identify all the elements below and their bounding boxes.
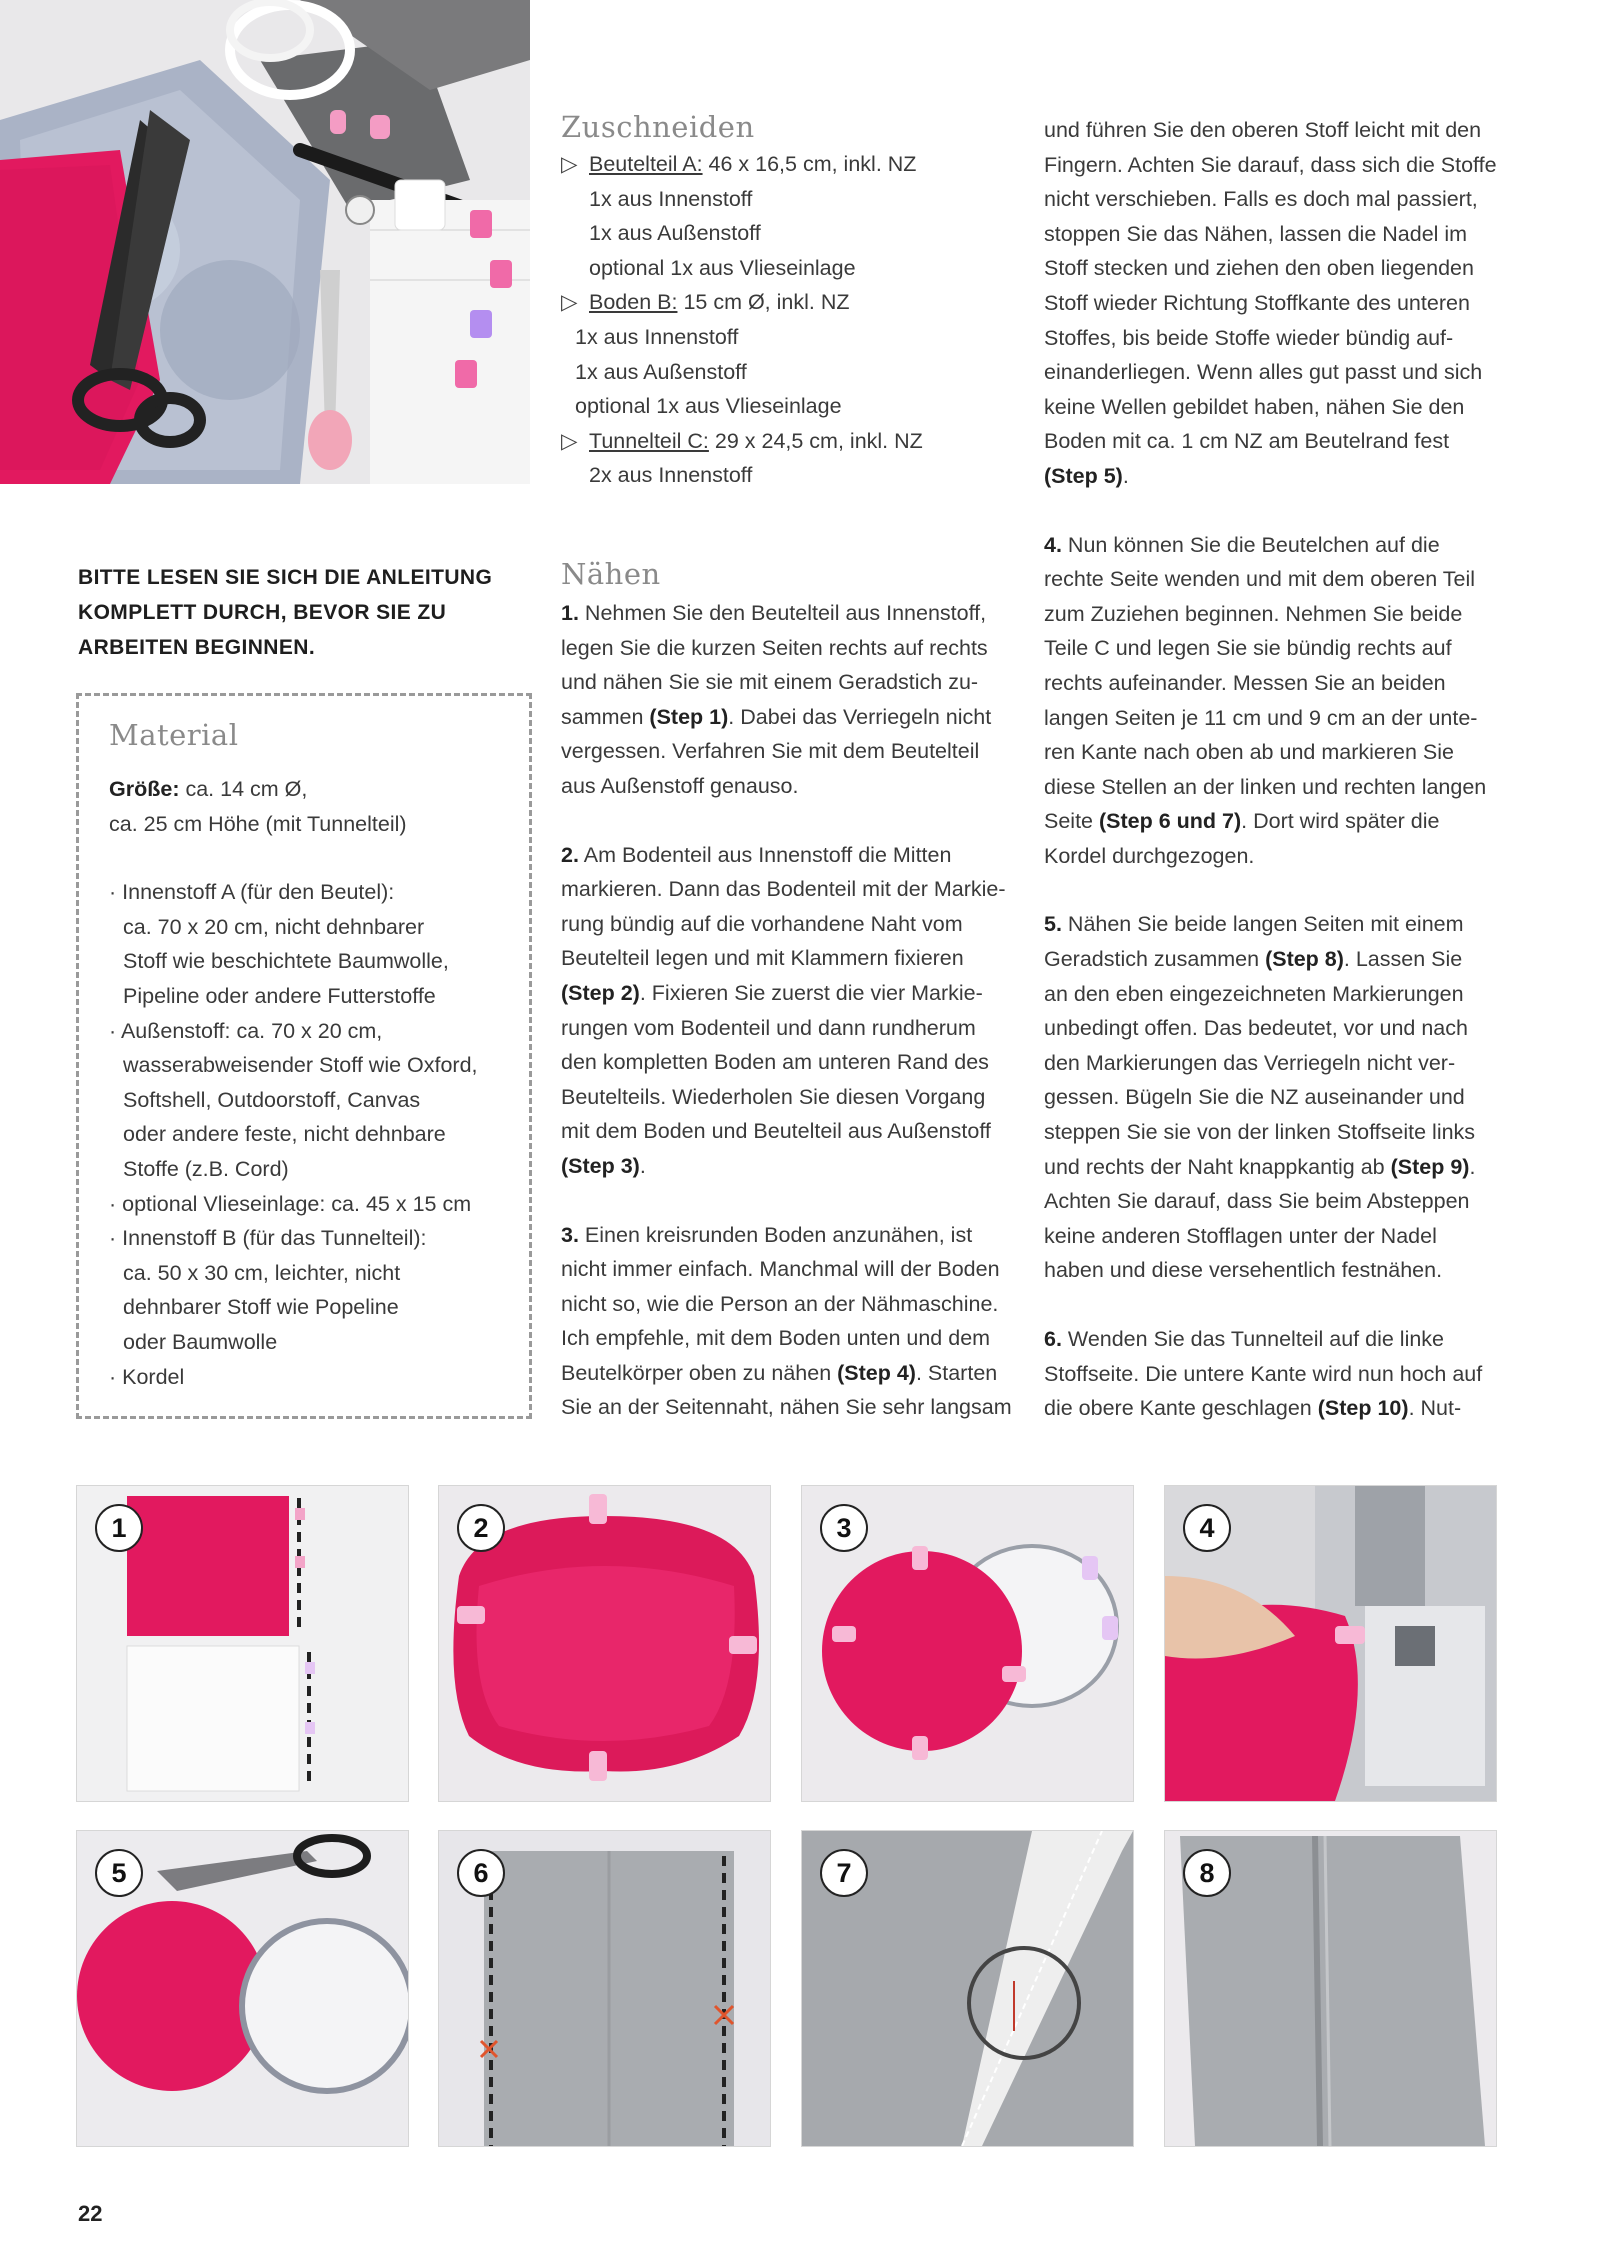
step-badge: 3	[820, 1504, 868, 1552]
step-badge: 6	[457, 1849, 505, 1897]
step-4-text: 4. Nun können Sie die Beutelchen auf die rechte Seite wenden und mit dem oberen Teil zum Zuziehen beginnen. Nehmen Sie beide Teile C und legen Sie sie bündig rechts auf rechts aufeinander. Messen Sie an beiden langen Seiten je 11 cm und 9 cm an der unte- ren Kante nach oben ab und markieren Sie diese Stellen an der linken und rechten langen Seite (Step 6 und 7). Dort wird später die Kordel durchgezogen.	[1044, 532, 1487, 868]
cut-item-b: ▷ Boden B: 15 cm Ø, inkl. NZ	[561, 285, 1001, 320]
step-6-text: 6. Wenden Sie das Tunnelteil auf die linke Stoffseite. Die untere Kante wird nun hoch auf die obere Kante geschlagen (Step 10). Nut-	[1044, 1327, 1483, 1421]
step-photo-4	[1164, 1485, 1497, 1802]
step-photo-7	[801, 1830, 1134, 2147]
sewing-materials-photo-icon	[0, 0, 530, 484]
zuschneiden-list: ▷ Beutelteil A: 46 x 16,5 cm, inkl. NZ 1x aus Innenstoff 1x aus Außenstoff optional 1x aus Vlieseinlage ▷ Boden B: 15 cm Ø, inkl. NZ 1x aus Innenstoff 1x aus Außenstoff optional 1x aus Vlieseinlage ▷ Tunnelteil C: 29 x 24,5 cm, inkl. NZ 2x aus Innenstoff	[561, 147, 1001, 493]
step-photo-8	[1164, 1830, 1497, 2147]
triangle-icon: ▷	[561, 152, 578, 176]
step-photo-6	[438, 1830, 771, 2147]
step-badge: 4	[1183, 1504, 1231, 1552]
cut-item-c: ▷ Tunnelteil C: 29 x 24,5 cm, inkl. NZ	[561, 424, 1001, 459]
right-column	[1044, 113, 1504, 1426]
step-photo-5	[76, 1830, 409, 2147]
intro-notice: BITTE LESEN SIE SICH DIE ANLEITUNG KOMPLETT DURCH, BEVOR SIE ZU ARBEITEN BEGINNEN.	[78, 566, 493, 659]
step-badge: 8	[1183, 1849, 1231, 1897]
step-1-text: 1. Nehmen Sie den Beutelteil aus Innenstoff, legen Sie die kurzen Seiten rechts auf rechts und nähen Sie sie mit einem Geradstich zu- sammen (Step 1). Dabei das Verriegeln nicht vergessen. Verfahren Sie mit dem Beutelteil aus Außenstoff genauso.	[561, 601, 992, 798]
step-photo-3	[801, 1485, 1134, 1802]
triangle-icon: ▷	[561, 290, 578, 315]
step-badge: 7	[820, 1849, 868, 1897]
step-badge: 2	[457, 1504, 505, 1552]
step-badge: 1	[95, 1504, 143, 1552]
step-badge: 5	[95, 1849, 143, 1897]
step-photo-1	[76, 1485, 409, 1802]
material-box	[76, 693, 532, 1419]
step-photo-2	[438, 1485, 771, 1802]
triangle-icon: ▷	[561, 428, 578, 453]
step-3-text: 3. Einen kreisrunden Boden anzunähen, ist nicht immer einfach. Manchmal will der Boden nicht so, wie die Person an der Nähmaschine. Ich empfehle, mit dem Boden unten und dem Beutelkörper oben zu nähen (Step 4). Starten Sie an der Seitennaht, nähen Sie sehr langsam	[561, 1222, 1012, 1420]
step-2-text: 2. Am Bodenteil aus Innenstoff die Mitten markieren. Dann das Bodenteil mit der Markie- rung bündig auf die vorhandene Naht vom Beutelteil legen und mit Klammern fixieren (Step 2). Fixieren Sie zuerst die vier Markie- rungen vom Bodenteil und dann rundherum den kompletten Boden am unteren Rand des Beutelteils. Wiederholen Sie diesen Vorgang mit dem Boden und Beutelteil aus Außenstoff (Step 3).	[561, 842, 1006, 1178]
material-list: Größe: ca. 14 cm Ø, ca. 25 cm Höhe (mit Tunnelteil) · Innenstoff A (für den Beutel): ca. 70 x 20 cm, nicht dehnbarer Stoff wie beschichtete Baumwolle, Pipeline oder andere Futterstoffe · Außenstoff: ca. 70 x 20 cm, wasserabweisender Stoff wie Oxford, Softshell, Outdoorstoff, Canvas oder andere feste, nicht dehnbare Stoffe (z.B. Cord) · optional Vlieseinlage: ca. 45 x 15 cm · Innenstoff B (für das Tunnelteil): ca. 50 x 30 cm, leichter, nicht dehnbarer Stoff wie Popeline oder Baumwolle · Kordel	[109, 777, 478, 1389]
hero-photo	[0, 0, 530, 484]
naehen-column	[561, 596, 1021, 1425]
cut-item-a: ▷ Beutelteil A: 46 x 16,5 cm, inkl. NZ	[561, 147, 1001, 182]
naehen-heading: Nähen	[561, 557, 661, 591]
zuschneiden-heading: Zuschneiden	[561, 110, 755, 144]
page-number: 22	[78, 2201, 103, 2226]
material-heading: Material	[109, 718, 239, 752]
step-5-text: 5. Nähen Sie beide langen Seiten mit einem Geradstich zusammen (Step 8). Lassen Sie an den eben eingezeichneten Markierungen unbedingt offen. Das bedeutet, vor und nach den Markierungen das Verriegeln nicht ver- gessen. Bügeln Sie die NZ auseinander und steppen Sie sie von der linken Stoffseite links und rechts der Naht knappkantig ab (Step 9). Achten Sie darauf, dass Sie beim Absteppen keine anderen Stofflagen unter der Nadel haben und diese versehentlich festnähen.	[1044, 912, 1476, 1283]
step-3-continued: und führen Sie den oberen Stoff leicht mit den Fingern. Achten Sie darauf, dass sich die Stoffe nicht verschieben. Falls es doch mal passiert, stoppen Sie das Nähen, lassen die Nadel im Stoff stecken und ziehen den oben liegenden Stoff wieder Richtung Stoffkante des unteren Stoffes, bis beide Stoffe wieder bündig auf- einanderliegen. Wenn alles gut passt und sich keine Wellen gebildet haben, nähen Sie den Boden mit ca. 1 cm NZ am Beutelrand fest (Step 5).	[1044, 118, 1497, 488]
